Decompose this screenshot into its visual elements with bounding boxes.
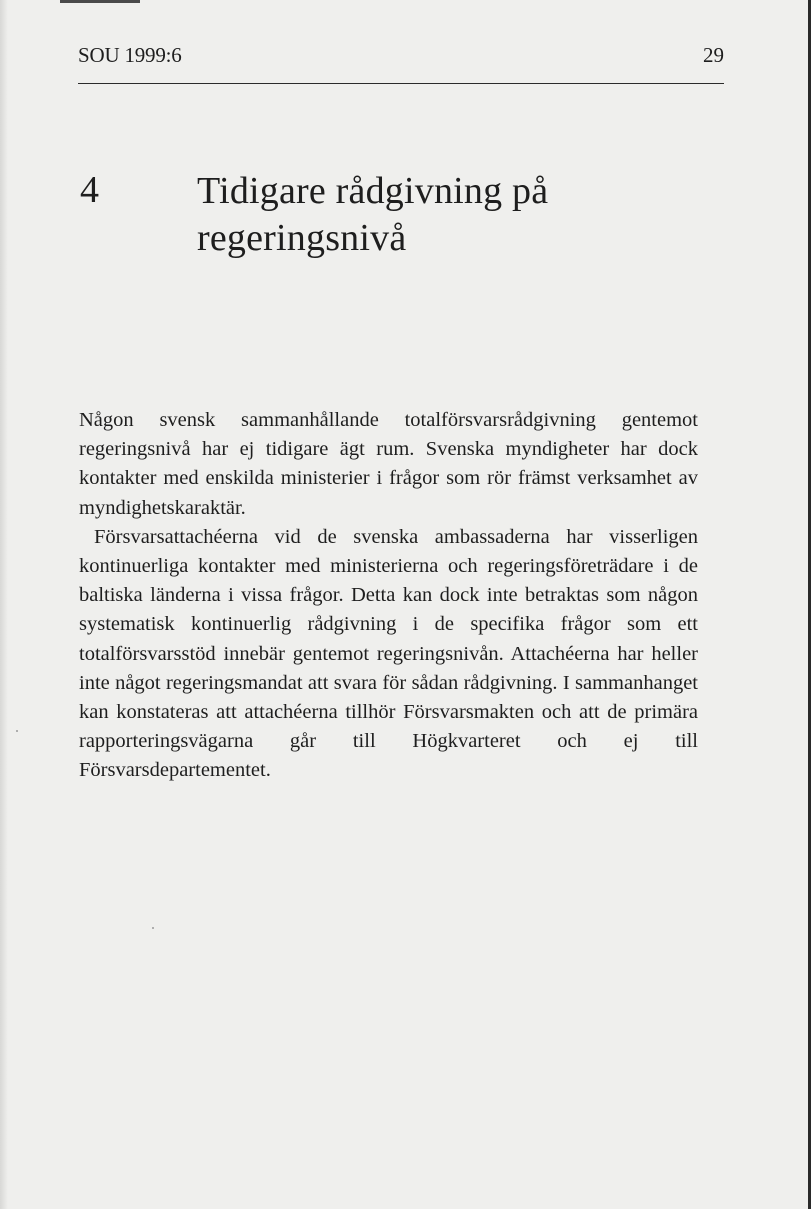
page-left-edge xyxy=(0,0,8,1209)
document-series: SOU 1999:6 xyxy=(78,43,182,67)
chapter-number: 4 xyxy=(80,169,99,211)
paragraph-2: Försvarsattachéerna vid de svenska ambassaderna har visserligen kontinuerliga kontakter med ministerierna och regeringsföreträdare i de baltiska länderna i vissa frågor. Detta kan dock inte betraktas som någon systematisk kontinuerlig rådgivning i de specifika frågor som ett totalförsvarsstöd innebär gentemot regeringsnivån. Attachéerna har heller inte något regeringsmandat att svara för sådan rådgivning. I sammanhanget kan konstateras att attachéerna tillhör Försvarsmakten och att de primära rapporteringsvägarna går till Högkvarteret och ej till Försvarsdepartementet. xyxy=(79,525,698,782)
body-text xyxy=(79,406,698,786)
running-header xyxy=(78,39,724,75)
paragraph-1: Någon svensk sammanhållande totalförsvarsrådgivning gentemot regeringsnivå har ej tidigare ägt rum. Svenska myndigheter har dock kontakter med enskilda ministerier i frågor som rör främst verksamhet av myndighetskaraktär. xyxy=(79,409,698,519)
page-number: 29 xyxy=(703,43,724,67)
scan-speck xyxy=(152,927,154,929)
header-rule xyxy=(78,83,724,84)
chapter-title: Tidigare rådgivning på regeringsnivå xyxy=(197,170,549,259)
scan-speck xyxy=(16,730,18,732)
scan-top-mark xyxy=(60,0,140,3)
